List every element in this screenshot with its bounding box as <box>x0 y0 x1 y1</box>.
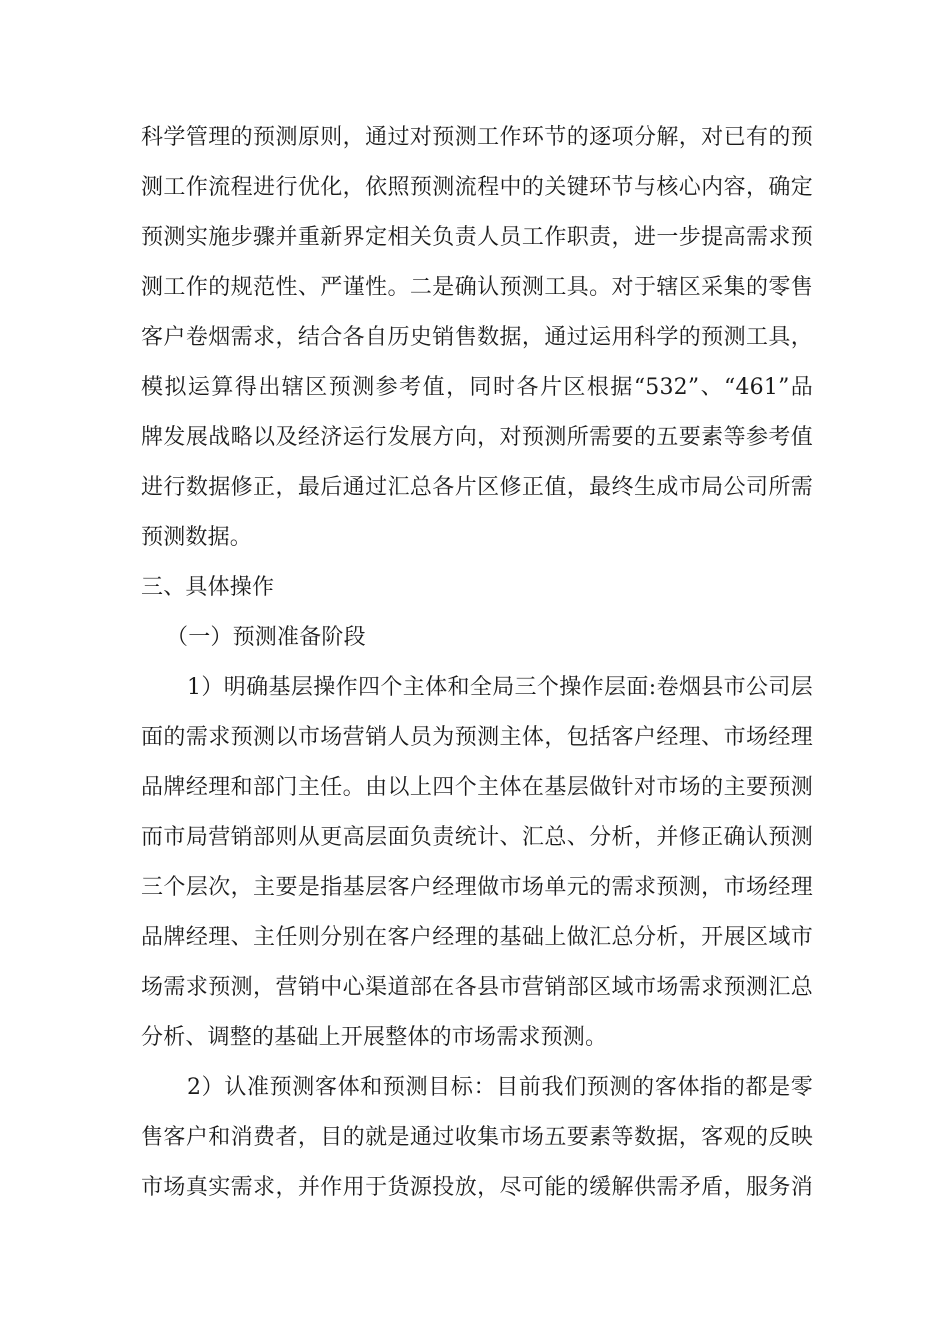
paragraph-line: 品牌经理和部门主任。由以上四个主体在基层做针对市场的主要预测 <box>141 775 813 800</box>
paragraph-line: 客户卷烟需求，结合各自历史销售数据，通过运用科学的预测工具， <box>141 325 813 350</box>
paragraph-line: 品牌经理、主任则分别在客户经理的基础上做汇总分析，开展区域市 <box>141 925 813 950</box>
paragraph-line: 模拟运算得出辖区预测参考值，同时各片区根据“532”、“461”品 <box>141 375 813 400</box>
section-heading: 三、具体操作 <box>141 575 275 600</box>
paragraph-line: 2）认准预测客体和预测目标：目前我们预测的客体指的都是零 <box>187 1075 813 1100</box>
paragraph-line: 面的需求预测以市场营销人员为预测主体，包括客户经理、市场经理 <box>141 725 813 750</box>
paragraph-line: 牌发展战略以及经济运行发展方向，对预测所需要的五要素等参考值 <box>141 425 813 450</box>
paragraph-line: 测工作流程进行优化，依照预测流程中的关键环节与核心内容，确定 <box>141 175 813 200</box>
paragraph-line: 市场真实需求，并作用于货源投放，尽可能的缓解供需矛盾，服务消 <box>141 1175 813 1200</box>
subsection-heading: （一）预测准备阶段 <box>166 625 366 650</box>
paragraph-line: 预测实施步骤并重新界定相关负责人员工作职责，进一步提高需求预 <box>141 225 813 250</box>
paragraph-line: 而市局营销部则从更高层面负责统计、汇总、分析，并修正确认预测 <box>141 825 813 850</box>
paragraph-line: 预测数据。 <box>141 525 253 550</box>
paragraph-line: 售客户和消费者，目的就是通过收集市场五要素等数据，客观的反映 <box>141 1125 813 1150</box>
paragraph-line: 进行数据修正，最后通过汇总各片区修正值，最终生成市局公司所需 <box>141 475 813 500</box>
paragraph-line: 场需求预测，营销中心渠道部在各县市营销部区域市场需求预测汇总 <box>141 975 813 1000</box>
paragraph-line: 测工作的规范性、严谨性。二是确认预测工具。对于辖区采集的零售 <box>141 275 813 300</box>
paragraph-line: 三个层次，主要是指基层客户经理做市场单元的需求预测，市场经理 <box>141 875 813 900</box>
paragraph-line: 1）明确基层操作四个主体和全局三个操作层面:卷烟县市公司层 <box>187 675 813 700</box>
paragraph-line: 分析、调整的基础上开展整体的市场需求预测。 <box>141 1025 608 1050</box>
paragraph-line: 科学管理的预测原则，通过对预测工作环节的逐项分解，对已有的预 <box>141 125 813 150</box>
